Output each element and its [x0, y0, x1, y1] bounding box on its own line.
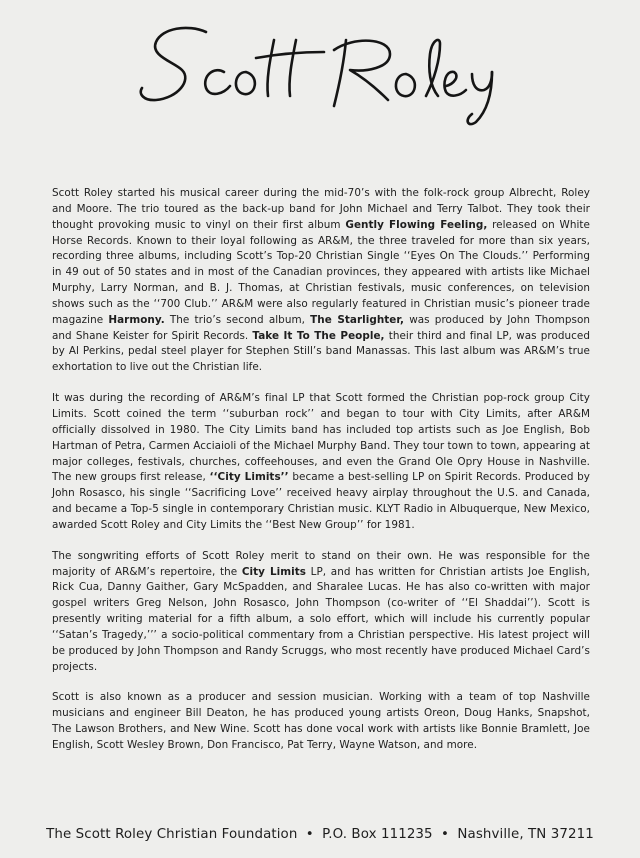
- album-title-gently-flowing-feeling: Gently Flowing Feeling,: [345, 218, 488, 231]
- paragraph-1-text: Scott Roley started his musical career during the mid-70’s with the folk-rock group Albrecht, Roley and Moore. The trio toured as the back-up band for John Michael and Terry Talbot. They took their thought provoking music to vinyl on their first album: [52, 187, 590, 231]
- city-state-zip: Nashville, TN 37211: [457, 827, 594, 842]
- paragraph-2-text: It was during the recording of AR&M’s final LP that Scott formed the Christian pop-rock group City Limits. Scott coined the term ‘‘suburban rock’’ and began to tour with City Limits, after AR&M officially dissolved in 1980. The City Limits band has included top artists such as Joe English, Bob Hartman of Petra, Carmen Acciaioli of the Michael Murphy Band. They tour town to town, appearing at major colleges, festivals, churches, coffeehouses, and even the Grand Ole Opry House in Nashville. The new groups first release,: [52, 392, 590, 484]
- paragraph-2-text: became a best-selling LP on Spirit Records. Produced by John Rosasco, his single ‘‘Sacrificing Love’’ received heavy airplay throughout the U.S. and Canada, and became a Top-5 single in contemporary Christian music. KLYT Radio in Albuquerque, New Mexico, awarded Scott Roley and City Limits the ‘‘Best New Group’’ for 1981.: [52, 471, 591, 531]
- paragraph-3: [52, 549, 590, 676]
- paragraph-3-text: The songwriting efforts of Scott Roley merit to stand on their own. He was responsible for the majority of AR&M’s repertoire, the: [52, 549, 590, 578]
- scott-roley-signature: [128, 10, 528, 130]
- foundation-name: The Scott Roley Christian Foundation: [46, 827, 298, 842]
- paragraph-3-text: LP, and has written for Christian artists Joe English, Rick Cua, Danny Gaither, Gary McSpadden, and Sharalee Lucas. He has also co-written with major gospel writers Greg Nelson, John Rosasco, John Thompson (co-writer of ‘‘El Shaddai’’). Scott is presently writing material for a fifth album, a solo effort, which will include his currently popular ‘‘Satan’s Tragedy,’’’ a socio-political commentary from a Christian perspective. His latest project will be produced by John Thompson and Randy Scruggs, who most recently have produced Michael Card’s projects.: [52, 565, 590, 673]
- footer-address: [0, 826, 640, 844]
- paragraph-1-text: released on White Horse Records. Known to their loyal following as AR&M, the three traveled for more than six years, recording three albums, including Scott’s Top-20 Christian Single ‘‘Eyes On The Clouds.’’ Performing in 49 out of 50 states and in most of the Canadian provinces, they appeared with artists like Michael Murphy, Larry Norman, and B. J. Thomas, at Christian festivals, music conferences, on television shows such as the ‘‘700 Club.’’ AR&M were also regularly featured in Christian music’s pioneer trade magazine: [52, 218, 590, 326]
- album-title-city-limits: ‘‘City Limits’’: [209, 471, 289, 484]
- paragraph-1-text: their third and final LP, was produced by Al Perkins, pedal steel player for Stephen Still’s band Manassas. This last album was AR&M’s true exhortation to live out the Christian life.: [52, 329, 590, 374]
- paragraph-1-text: was produced by John Thompson and Shane Keister for Spirit Records.: [52, 313, 590, 342]
- separator-dot: •: [441, 827, 450, 842]
- paragraph-1: [52, 186, 590, 376]
- po-box: P.O. Box 111235: [322, 827, 433, 842]
- paragraph-4: Scott is also known as a producer and session musician. Working with a team of top Nashville musicians and engineer Bill Deaton, he has produced young artists Oreon, Doug Hanks, Snapshot, The Lawson Brothers, and New Wine. Scott has done vocal work with artists like Bonnie Bramlett, Joe English, Scott Wesley Brown, Don Francisco, Pat Terry, Wayne Watson, and more.: [52, 691, 590, 751]
- magazine-title-harmony: Harmony.: [108, 313, 165, 326]
- paragraph-1-text: The trio’s second album,: [164, 313, 311, 326]
- album-title-the-starlighter: The Starlighter,: [310, 313, 405, 326]
- album-title-take-it-to-the-people: Take It To The People,: [252, 329, 385, 342]
- biography-text: [52, 186, 590, 769]
- separator-dot: •: [305, 827, 314, 842]
- album-title-city-limits-lp: City Limits: [241, 565, 306, 578]
- paragraph-2: [52, 391, 590, 534]
